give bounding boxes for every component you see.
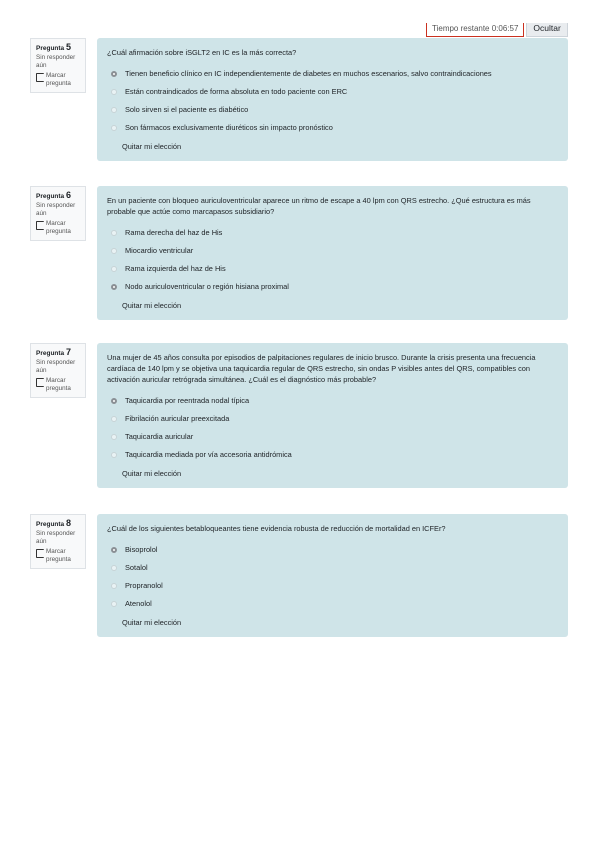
answer-option[interactable] (111, 544, 558, 555)
answer-option[interactable] (111, 104, 558, 115)
question-status: Sin responder aún (36, 202, 76, 217)
option-label[interactable]: Son fármacos exclusivamente diuréticos sin impacto pronóstico (125, 123, 333, 132)
radio-button[interactable] (111, 284, 117, 290)
option-label[interactable]: Rama derecha del haz de His (125, 228, 223, 237)
question-text: ¿Cuál de los siguientes betabloqueantes tiene evidencia robusta de reducción de mortalidad en ICFEr? (107, 524, 446, 533)
question-label: Pregunta (36, 193, 65, 200)
radio-button[interactable] (111, 416, 117, 422)
answer-option[interactable] (111, 122, 558, 133)
option-label[interactable]: Rama izquierda del haz de His (125, 264, 226, 273)
option-label[interactable]: Atenolol (125, 599, 152, 608)
radio-button[interactable] (111, 248, 117, 254)
flag-question-link[interactable] (36, 220, 81, 236)
option-label[interactable]: Taquicardia auricular (125, 432, 194, 441)
answer-option[interactable] (111, 562, 558, 573)
flag-question-link[interactable] (36, 72, 81, 88)
answer-option[interactable] (111, 413, 558, 424)
radio-button[interactable] (111, 266, 117, 272)
hide-timer-button[interactable]: Ocultar (526, 23, 567, 37)
radio-button[interactable] (111, 125, 117, 131)
question-number: 5 (65, 42, 71, 52)
answer-option[interactable] (111, 395, 558, 406)
question-status: Sin responder aún (36, 530, 76, 545)
question-number: 7 (65, 347, 71, 357)
answer-option[interactable] (111, 68, 558, 79)
flag-icon (36, 549, 44, 558)
time-remaining: Tiempo restante 0:06:57 (426, 23, 524, 37)
answer-option[interactable] (111, 580, 558, 591)
question-content (97, 186, 568, 320)
question-content (97, 38, 568, 161)
answer-option[interactable] (111, 227, 558, 238)
radio-button[interactable] (111, 565, 117, 571)
option-label[interactable]: Nodo auriculoventricular o región hisiana proximal (125, 282, 289, 291)
answer-option[interactable] (111, 263, 558, 274)
question-content (97, 343, 568, 488)
option-label[interactable]: Fibrilación auricular preexcitada (125, 414, 230, 423)
question-text: En un paciente con bloqueo auriculoventricular aparece un ritmo de escape a 40 lpm con QRS estrecho. ¿Qué estructura es más probable que actúe como marcapasos subsidiario? (107, 196, 531, 216)
option-label[interactable]: Tienen beneficio clínico en IC independientemente de diabetes en muchos escenarios, salvo contraindicaciones (125, 69, 492, 78)
answer-option[interactable] (111, 281, 558, 292)
radio-button[interactable] (111, 89, 117, 95)
option-label[interactable]: Propranolol (125, 581, 163, 590)
flag-icon (36, 221, 44, 230)
option-label[interactable]: Están contraindicados de forma absoluta en todo paciente con ERC (125, 87, 348, 96)
radio-button[interactable] (111, 230, 117, 236)
question-info (30, 343, 86, 398)
clear-choice-link[interactable]: Quitar mi elección (122, 142, 182, 151)
flag-icon (36, 73, 44, 82)
question-status: Sin responder aún (36, 359, 76, 374)
radio-button[interactable] (111, 107, 117, 113)
question-content (97, 514, 568, 637)
question-number: 6 (65, 190, 71, 200)
clear-choice-link[interactable]: Quitar mi elección (122, 301, 182, 310)
radio-button[interactable] (111, 547, 117, 553)
answer-option[interactable] (111, 431, 558, 442)
answer-option[interactable] (111, 598, 558, 609)
option-label[interactable]: Sotalol (125, 563, 148, 572)
answer-option[interactable] (111, 449, 558, 460)
option-label[interactable]: Solo sirven si el paciente es diabético (125, 105, 249, 114)
question-info (30, 38, 86, 93)
question-label: Pregunta (36, 45, 65, 52)
question-text: Una mujer de 45 años consulta por episodios de palpitaciones regulares de inicio brusco. Durante la crisis presenta una frecuencia cardíaca de 140 lpm y se objetiva una taquicardia regular de QRS estrecho, sin ondas P visibles antes del QRS, compatibles con activación auricular retrógrada simultánea. ¿Cuál es el diagnóstico más probable? (107, 353, 536, 384)
radio-button[interactable] (111, 398, 117, 404)
question-label: Pregunta (36, 521, 65, 528)
question-label: Pregunta (36, 350, 65, 357)
flag-label: Marcar pregunta (46, 548, 71, 563)
option-label[interactable]: Taquicardia mediada por vía accesoria antidrómica (125, 450, 292, 459)
radio-button[interactable] (111, 434, 117, 440)
flag-question-link[interactable] (36, 548, 81, 564)
flag-question-link[interactable] (36, 377, 81, 393)
question-text: ¿Cuál afirmación sobre iSGLT2 en IC es la más correcta? (107, 48, 297, 57)
answer-option[interactable] (111, 245, 558, 256)
question-status: Sin responder aún (36, 54, 76, 69)
question-info (30, 514, 86, 569)
radio-button[interactable] (111, 452, 117, 458)
flag-label: Marcar pregunta (46, 377, 71, 392)
radio-button[interactable] (111, 583, 117, 589)
timer-bar (426, 24, 568, 37)
clear-choice-link[interactable]: Quitar mi elección (122, 618, 182, 627)
option-label[interactable]: Taquicardia por reentrada nodal típica (125, 396, 250, 405)
clear-choice-link[interactable]: Quitar mi elección (122, 469, 182, 478)
option-label[interactable]: Miocardio ventricular (125, 246, 194, 255)
flag-label: Marcar pregunta (46, 220, 71, 235)
question-number: 8 (65, 518, 71, 528)
question-info (30, 186, 86, 241)
radio-button[interactable] (111, 601, 117, 607)
radio-button[interactable] (111, 71, 117, 77)
option-label[interactable]: Bisoprolol (125, 545, 158, 554)
answer-option[interactable] (111, 86, 558, 97)
flag-icon (36, 378, 44, 387)
flag-label: Marcar pregunta (46, 72, 71, 87)
